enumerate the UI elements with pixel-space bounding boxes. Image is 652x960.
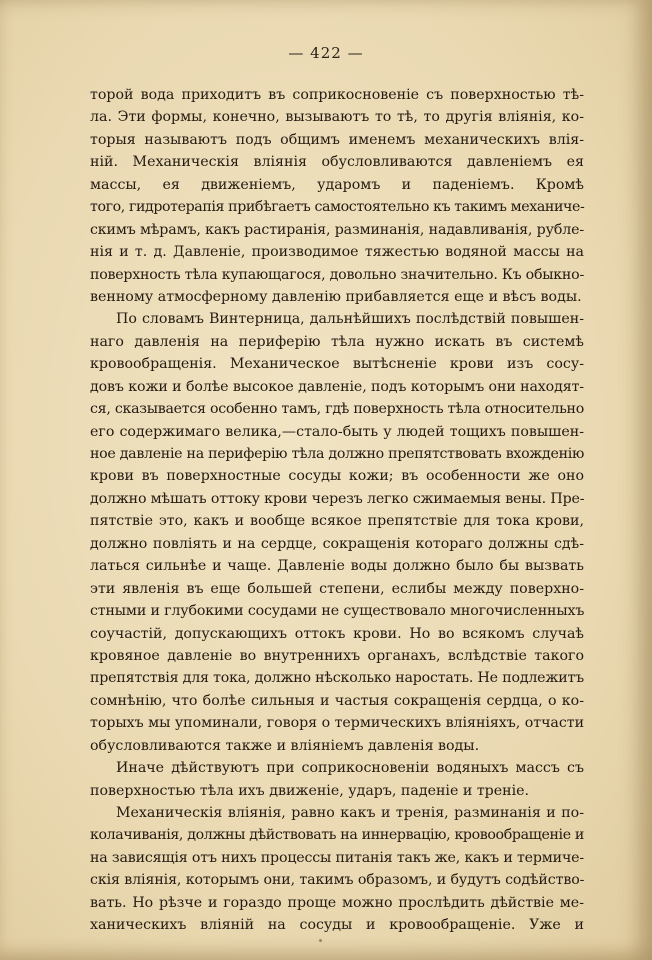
text-line: соучастій, допускающихъ оттокъ крови. Но во всякомъ случаѣ: [90, 625, 584, 642]
text-line: венному атмосферному давленію прибавляется еще и вѣсъ воды.: [90, 288, 582, 305]
text-line: скія вліянія, которымъ они, такимъ образомъ, и будутъ содѣйство-: [90, 872, 585, 889]
page-speck: [319, 939, 322, 942]
text-line: ній. Механическія вліянія обусловливаются давленіемъ ея: [90, 154, 584, 171]
text-line: кровообращенія. Механическое вытѣсненіе крови изъ сосу-: [90, 356, 584, 373]
text-line: сомнѣнію, что болѣе сильныя и частыя сокращенія сердца, о ко-: [90, 692, 584, 709]
text-line: того, гидротерапія прибѣгаетъ самостоятельно къ такимъ механиче-: [90, 199, 585, 216]
text-line: торой вода приходитъ въ соприкосновеніе съ поверхностью тѣ-: [90, 87, 584, 103]
text-line: торыхъ мы упоминали, говоря о термическихъ вліяніяхъ, отчасти: [90, 715, 584, 732]
text-line: эти явленія въ еще большей степени, еслибы между поверхно-: [90, 580, 584, 597]
text-line: скимъ мѣрамъ, какъ растиранія, разминанія, надавливанія, рубле-: [90, 221, 584, 238]
body-text: [90, 84, 584, 937]
text-line: ся, сказывается особенно тамъ, гдѣ поверхность тѣла относительно: [90, 401, 584, 418]
text-line: препятствія для тока, должно нѣсколько наростать. Не подлежитъ: [90, 670, 584, 687]
text-line: колачиванія, должны дѣйствовать на иннервацію, кровообращеніе и: [90, 827, 584, 844]
text-line: на зависящія отъ нихъ процессы питанія такъ же, какъ и термиче-: [90, 849, 584, 866]
text-line: поверхностью тѣла ихъ движеніе, ударъ, паденіе и треніе.: [90, 782, 530, 799]
text-line: Иначе дѣйствуютъ при соприкосновеніи водяныхъ массъ съ: [116, 760, 584, 777]
text-line: стными и глубокими сосудами не существовало многочисленныхъ: [90, 603, 585, 620]
text-line: ное давленіе на периферію тѣла должно препятствовать вхожденію: [90, 446, 584, 462]
text-line: По словамъ Винтерница, дальнѣйшихъ послѣдствій повышен-: [116, 311, 584, 328]
text-line: ла. Эти формы, конечно, вызываютъ то тѣ, то другія вліянія, ко-: [90, 109, 584, 126]
text-line: крови въ поверхностные сосуды кожи; въ особенности же оно: [90, 468, 584, 485]
text-line: массы, ея движеніемъ, ударомъ и паденіемъ. Кромѣ: [90, 176, 584, 193]
text-line: должно мѣшать оттоку крови черезъ легко сжимаемыя вены. Пре-: [90, 490, 585, 507]
text-line: наго давленія на периферію тѣла нужно искать въ системѣ: [90, 333, 584, 350]
text-line: Механическія вліянія, равно какъ и тренія, разминанія и по-: [116, 805, 584, 821]
text-line: вать. Но рѣзче и гораздо проще можно прослѣдить дѣйствіе ме-: [90, 894, 584, 911]
text-line: должно повліять и на сердце, сокращенія котораго должны сдѣ-: [90, 535, 584, 552]
text-line: его содержимаго велика,—стало-быть у людей тощихъ повышен-: [90, 423, 584, 440]
text-line: ханическихъ вліяній на сосуды и кровообращеніе. Уже и: [90, 917, 584, 934]
text-line: кровяное давленіе во внутреннихъ органахъ, вслѣдствіе такого: [90, 647, 584, 664]
text-line: торыя называютъ подъ общимъ именемъ механическихъ влія-: [90, 131, 584, 148]
page-number: — 422 —: [288, 44, 364, 62]
text-line: нія и т. д. Давленіе, производимое тяжестью водяной массы на: [90, 244, 584, 261]
text-line: поверхность тѣла купающагося, довольно значительно. Къ обыкно-: [90, 266, 584, 283]
text-line: пятствіе это, какъ и вообще всякое препятствіе для тока крови,: [90, 513, 584, 530]
text-line: довъ кожи и болѣе высокое давленіе, подъ которымъ они находят-: [90, 378, 584, 395]
text-line: обусловливаются также и вліяніемъ давленія воды.: [90, 737, 480, 754]
text-line: латься сильнѣе и чаще. Давленіе воды должно было бы вызвать: [90, 558, 584, 575]
